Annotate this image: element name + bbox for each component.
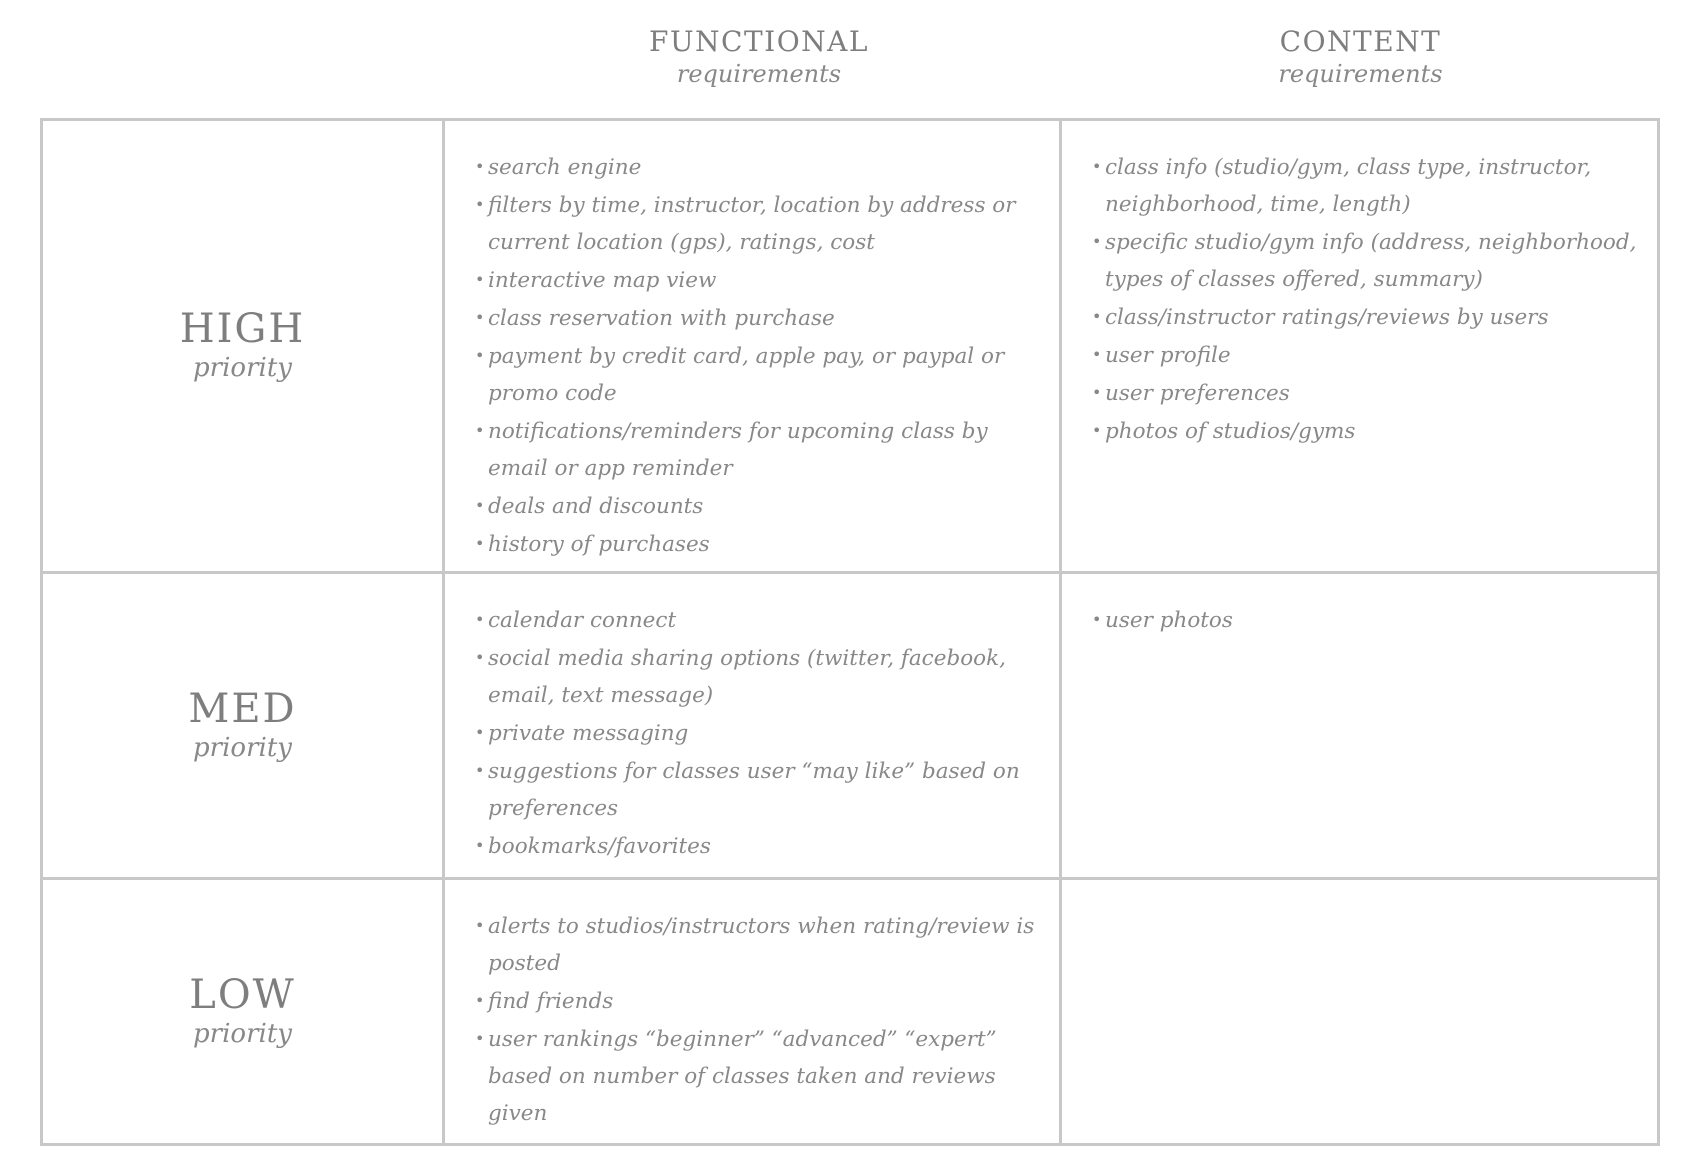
functional-list-high xyxy=(445,121,1059,563)
requirement-item: • class/instructor ratings/reviews by users xyxy=(1092,298,1637,336)
requirement-item: • user profile xyxy=(1092,336,1637,374)
requirement-item: • specific studio/gym info (address, neighborhood, types of classes offered, summary) xyxy=(1092,223,1637,298)
functional-cell-high xyxy=(445,121,1062,574)
functional-cell-low xyxy=(445,880,1062,1143)
priority-cell-low xyxy=(43,880,445,1143)
content-list-med xyxy=(1062,574,1657,639)
priority-cell-high xyxy=(43,121,445,574)
content-cell-high xyxy=(1062,121,1657,574)
requirement-item: • payment by credit card, apple pay, or paypal or promo code xyxy=(475,337,1039,412)
priority-cell-med xyxy=(43,574,445,880)
functional-header-subtitle: requirements xyxy=(676,60,842,88)
requirement-item: • user rankings “beginner” “advanced” “expert” based on number of classes taken and reviews given xyxy=(475,1020,1039,1132)
content-list-low xyxy=(1062,880,1657,907)
requirement-item: • user photos xyxy=(1092,601,1637,639)
requirement-item: • photos of studios/gyms xyxy=(1092,412,1637,450)
priority-level-high: HIGH xyxy=(179,306,306,353)
functional-cell-med xyxy=(445,574,1062,880)
requirement-item: • bookmarks/favorites xyxy=(475,827,1039,865)
requirement-item: • class reservation with purchase xyxy=(475,299,1039,337)
functional-column-header xyxy=(443,24,1075,89)
requirement-item: • deals and discounts xyxy=(475,487,1039,525)
requirement-item: • notifications/reminders for upcoming class by email or app reminder xyxy=(475,412,1039,487)
requirement-item: • class info (studio/gym, class type, instructor, neighborhood, time, length) xyxy=(1092,148,1637,223)
priority-label-high: priority xyxy=(193,353,292,384)
priority-label-low: priority xyxy=(193,1018,292,1049)
content-cell-low xyxy=(1062,880,1657,1143)
content-list-high xyxy=(1062,121,1657,450)
requirement-item: • calendar connect xyxy=(475,601,1039,639)
requirement-item: • filters by time, instructor, location by address or current location (gps), ratings, cost xyxy=(475,186,1039,261)
requirement-item: • search engine xyxy=(475,148,1039,186)
functional-header-title: FUNCTIONAL xyxy=(649,25,869,58)
content-column-header xyxy=(1059,24,1662,89)
requirement-item: • user preferences xyxy=(1092,374,1637,412)
content-cell-med xyxy=(1062,574,1657,880)
requirement-item: • private messaging xyxy=(475,714,1039,752)
requirement-item: • alerts to studios/instructors when rating/review is posted xyxy=(475,907,1039,982)
requirement-item: • social media sharing options (twitter, facebook, email, text message) xyxy=(475,639,1039,714)
functional-list-low xyxy=(445,880,1059,1132)
requirement-item: • suggestions for classes user “may like” based on preferences xyxy=(475,752,1039,827)
requirements-table xyxy=(40,118,1660,1146)
content-header-subtitle: requirements xyxy=(1278,60,1443,88)
priority-label-med: priority xyxy=(193,732,292,763)
requirement-item: • interactive map view xyxy=(475,261,1039,299)
functional-list-med xyxy=(445,574,1059,865)
requirement-item: • history of purchases xyxy=(475,525,1039,563)
priority-level-med: MED xyxy=(188,685,297,732)
requirement-item: • find friends xyxy=(475,982,1039,1020)
content-header-title: CONTENT xyxy=(1279,25,1442,58)
priority-level-low: LOW xyxy=(189,971,296,1018)
